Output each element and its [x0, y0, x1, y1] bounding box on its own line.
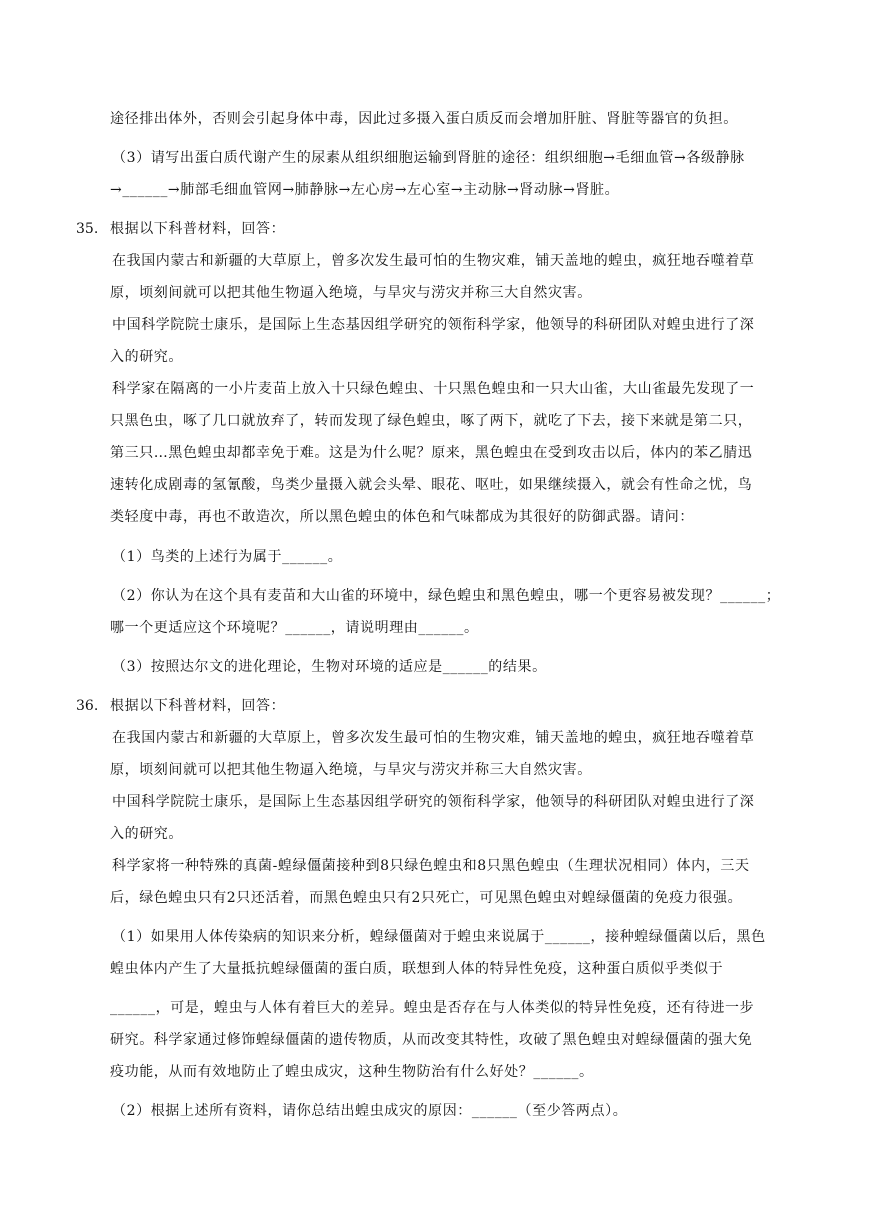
paragraph-line: 原，顷刻间就可以把其他生物逼入绝境，与旱灾与涝灾并称三大自然灾害。	[110, 285, 592, 301]
paragraph-line: 科学家将一种特殊的真菌-蝗绿僵菌接种到8只绿色蝗虫和8只黑色蝗虫（生理状况相同）体内，三天	[112, 858, 750, 874]
question-stem: 根据以下科普材料，回答：	[110, 221, 286, 237]
sub-question-1: （1）鸟类的上述行为属于______。	[112, 549, 343, 565]
paragraph-line: 速转化成剧毒的氢氰酸，鸟类少量摄入就会头晕、眼花、呕吐，如果继续摄入，就会有性命之忧，鸟	[110, 477, 753, 493]
text-line: 途径排出体外，否则会引起身体中毒，因此过多摄入蛋白质反而会增加肝脏、肾脏等器官的负担。	[110, 111, 738, 127]
paragraph-line: 类轻度中毒，再也不敢造次，所以黑色蝗虫的体色和气味都成为其很好的防御武器。请问：	[110, 509, 694, 525]
sub-question-3: （3）按照达尔文的进化理论，生物对环境的适应是______的结果。	[112, 659, 547, 675]
question-stem: 根据以下科普材料，回答：	[110, 698, 286, 714]
paragraph-line: 入的研究。	[110, 826, 183, 842]
sub-question-2: （2）根据上述所有资料，请你总结出蝗虫成灾的原因：______（至少答两点）。	[112, 1103, 628, 1119]
sub-question-1: （1）如果用人体传染病的知识来分析，蝗绿僵菌对于蝗虫来说属于______，接种蝗绿僵菌以后，黑色	[112, 929, 766, 945]
paragraph-line: 后，绿色蝗虫只有2只还活着，而黑色蝗虫只有2只死亡，可见黑色蝗虫对蝗绿僵菌的免疫力很强。	[110, 890, 743, 906]
text-line: 疫功能，从而有效地防止了蝗虫成灾，这种生物防治有什么好处？______。	[110, 1064, 594, 1080]
question-number-35: 35.	[76, 221, 99, 237]
text-line: 研究。科学家通过修饰蝗绿僵菌的遗传物质，从而改变其特性，攻破了黑色蝗虫对蝗绿僵菌的强大免	[110, 1032, 753, 1048]
text-line: 哪一个更适应这个环境呢？______，请说明理由______。	[110, 620, 479, 636]
paragraph-line: 只黑色虫，啄了几口就放弃了，转而发现了绿色蝗虫，啄了两下，就吃了下去，接下来就是第二只，	[110, 413, 753, 429]
text-line: 蝗虫体内产生了大量抵抗蝗绿僵菌的蛋白质，联想到人体的特异性免疫，这种蛋白质似乎类似于	[110, 961, 724, 977]
paragraph-line: 中国科学院院士康乐，是国际上生态基因组学研究的领衔科学家，他领导的科研团队对蝗虫进行了深	[112, 317, 755, 333]
text-line: ______，可是，蝗虫与人体有着巨大的差异。蝗虫是否存在与人体类似的特异性免疫，还有待进一步	[110, 1000, 755, 1016]
text-line: →______→肺部毛细血管网→肺静脉→左心房→左心室→主动脉→肾动脉→肾脏。	[110, 182, 620, 198]
question-number-36: 36.	[76, 698, 99, 714]
paragraph-line: 入的研究。	[110, 349, 183, 365]
paragraph-line: 原，顷刻间就可以把其他生物逼入绝境，与旱灾与涝灾并称三大自然灾害。	[110, 762, 592, 778]
paragraph-line: 在我国内蒙古和新疆的大草原上，曾多次发生最可怕的生物灾难，铺天盖地的蝗虫，疯狂地吞噬着草	[112, 730, 755, 746]
paragraph-line: 第三只…黑色蝗虫却都幸免于难。这是为什么呢？原来，黑色蝗虫在受到攻击以后，体内的苯乙腈迅	[110, 445, 753, 461]
paragraph-line: 中国科学院院士康乐，是国际上生态基因组学研究的领衔科学家，他领导的科研团队对蝗虫进行了深	[112, 794, 755, 810]
paragraph-line: 在我国内蒙古和新疆的大草原上，曾多次发生最可怕的生物灾难，铺天盖地的蝗虫，疯狂地吞噬着草	[112, 253, 755, 269]
sub-question-3: （3）请写出蛋白质代谢产生的尿素从组织细胞运输到肾脏的途径：组织细胞→毛细血管→各级静脉	[112, 150, 745, 166]
sub-question-2: （2）你认为在这个具有麦苗和大山雀的环境中，绿色蝗虫和黑色蝗虫，哪一个更容易被发现？______；	[112, 588, 781, 604]
paragraph-line: 科学家在隔离的一小片麦苗上放入十只绿色蝗虫、十只黑色蝗虫和一只大山雀，大山雀最先发现了一	[112, 381, 755, 397]
